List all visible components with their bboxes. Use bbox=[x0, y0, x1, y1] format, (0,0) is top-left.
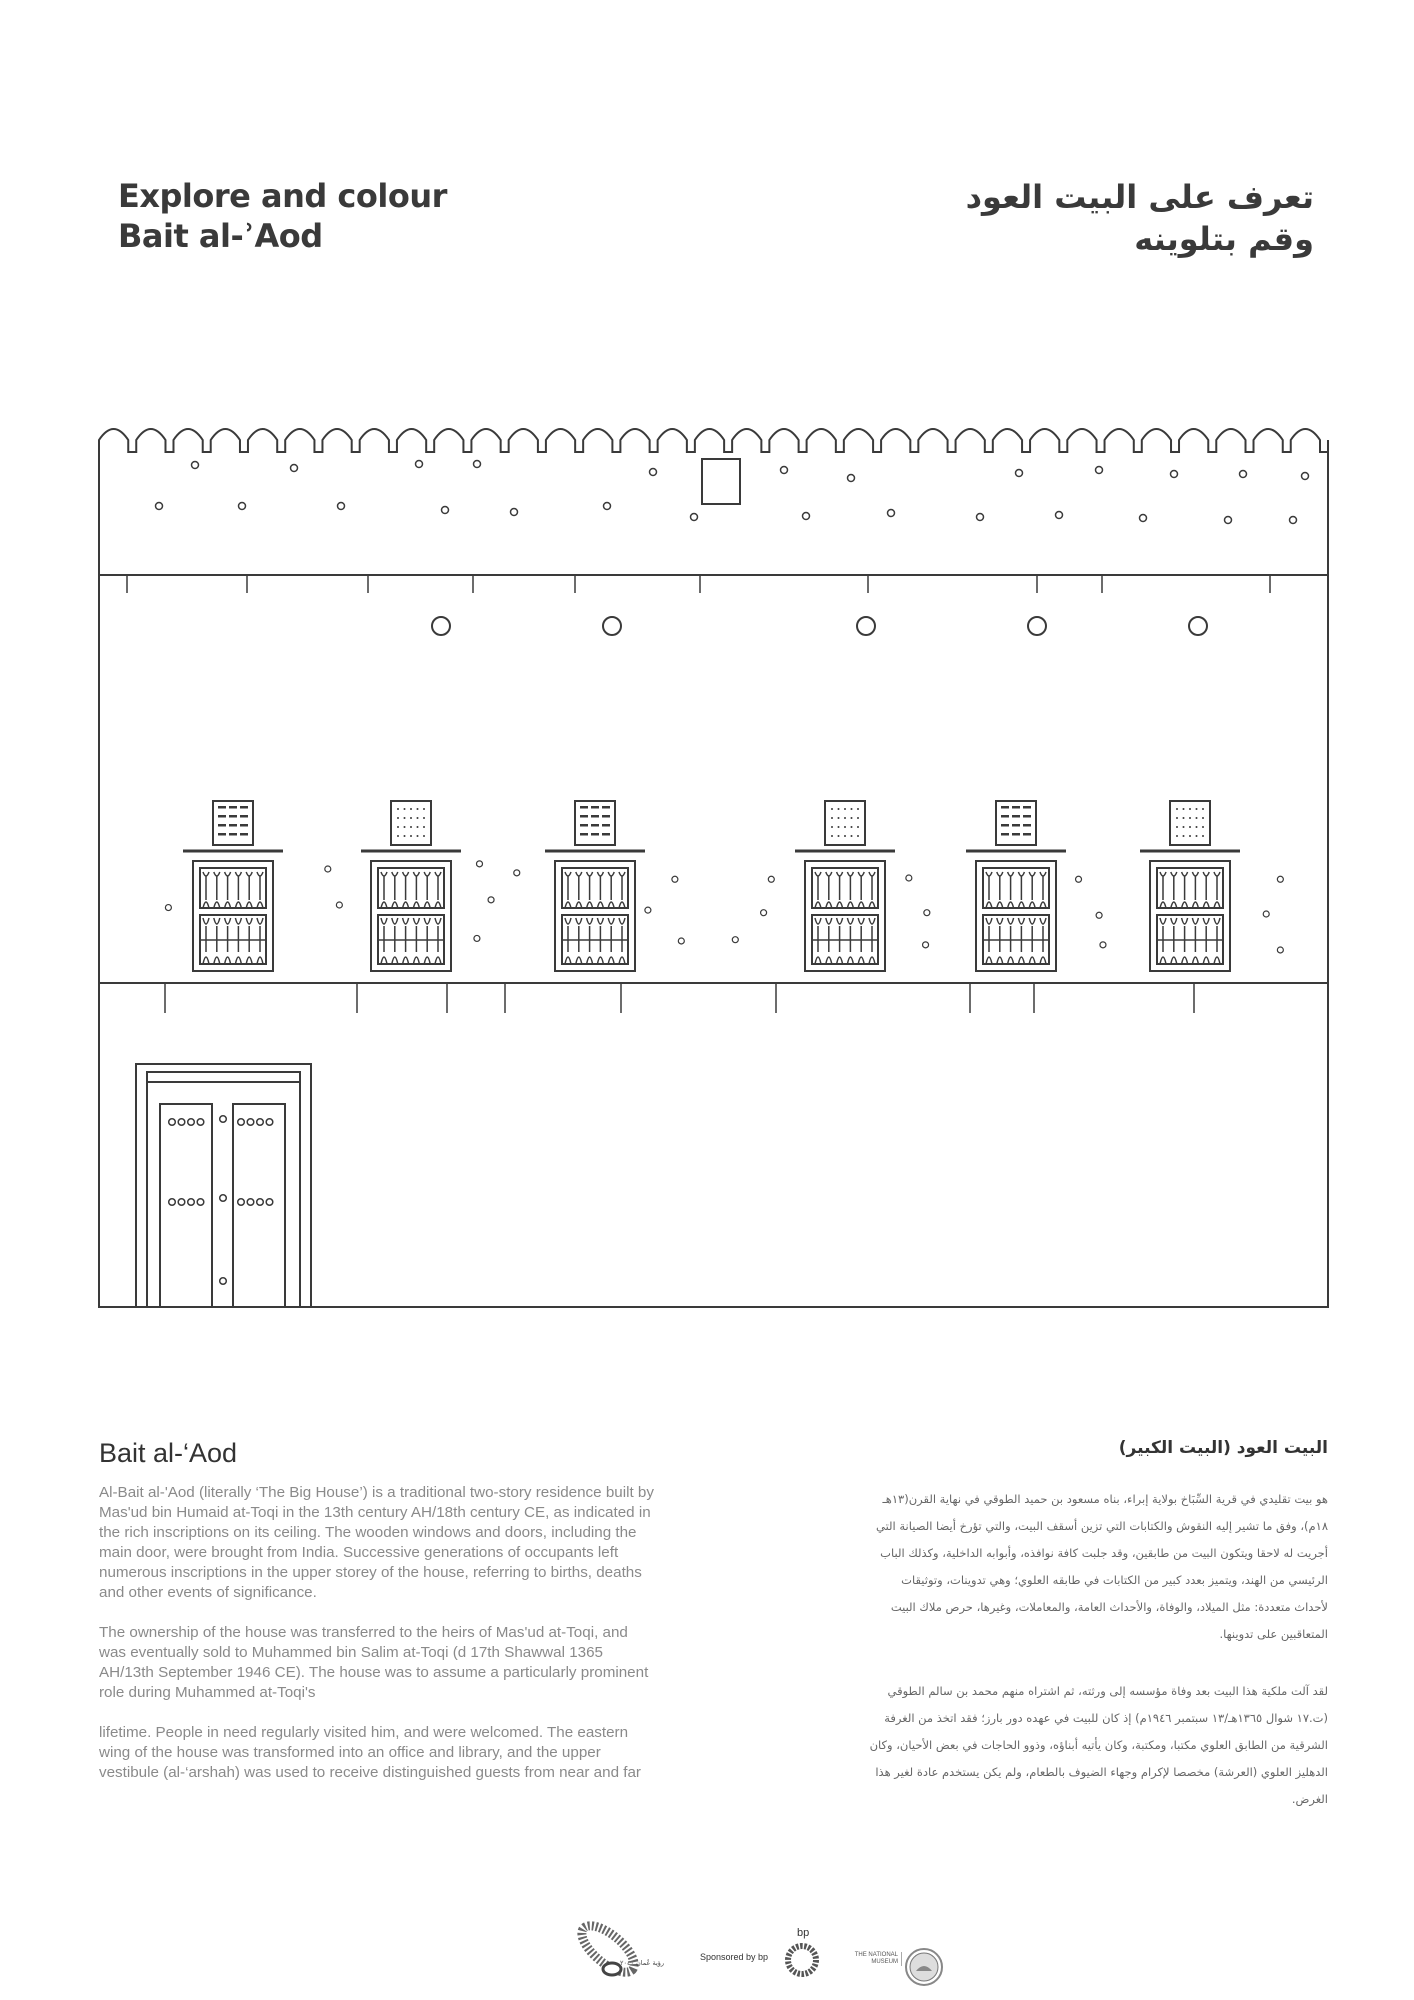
wall-hole-icon bbox=[488, 897, 494, 903]
window-spindle bbox=[997, 872, 1003, 908]
window-spindle bbox=[587, 872, 593, 908]
window-spindle bbox=[413, 872, 419, 908]
window-spindle bbox=[597, 918, 603, 964]
window-spindle bbox=[225, 918, 231, 964]
window-spindle bbox=[1008, 918, 1014, 964]
window-spindle bbox=[815, 872, 821, 908]
wall-hole-icon bbox=[474, 935, 480, 941]
wall-hole-icon bbox=[1100, 942, 1106, 948]
vent-slat bbox=[1012, 824, 1020, 827]
vent-dot bbox=[423, 817, 425, 819]
window-spindle bbox=[1214, 918, 1220, 964]
wall-hole-icon bbox=[1263, 911, 1269, 917]
vent-dot bbox=[1176, 835, 1178, 837]
door-stud-icon bbox=[178, 1199, 185, 1206]
vent-slat bbox=[229, 815, 237, 818]
vent-dot bbox=[831, 808, 833, 810]
door-stud-icon bbox=[247, 1119, 254, 1126]
window-spindle bbox=[565, 918, 571, 964]
wall-hole-icon bbox=[1302, 473, 1309, 480]
vent-dot bbox=[417, 817, 419, 819]
vent-slat bbox=[240, 824, 248, 827]
wall-hole-icon bbox=[691, 514, 698, 521]
vent-slat bbox=[240, 806, 248, 809]
wall-hole-icon bbox=[291, 465, 298, 472]
wall-hole-icon bbox=[165, 905, 171, 911]
window-spindle bbox=[847, 872, 853, 908]
door-stud-icon bbox=[266, 1199, 273, 1206]
window-spindle bbox=[608, 872, 614, 908]
english-paragraph-1: Al-Bait al-'Aod (literally ‘The Big House’) is a traditional two-story residence built by Mas'ud bin Humaid at-Toqi in the 13th century AH/18th century CE, as indicated in the rich inscriptions on its ceiling. The wooden windows and doors, including the main door, were brought from India. Successive generations of occupants left numerous inscriptions in the upper storey of the house, referring to births, deaths and other events of significance. bbox=[99, 1484, 654, 1601]
wall-hole-icon bbox=[474, 461, 481, 468]
vent-dot bbox=[410, 817, 412, 819]
window-spindle bbox=[587, 918, 593, 964]
wall-hole-icon bbox=[192, 462, 199, 469]
vent-slat bbox=[218, 806, 226, 809]
vent-dot bbox=[423, 808, 425, 810]
vent-dot bbox=[838, 817, 840, 819]
vent-dot bbox=[1189, 808, 1191, 810]
wall-hole-icon bbox=[338, 503, 345, 510]
window-spindle bbox=[235, 918, 241, 964]
vent-dot bbox=[423, 835, 425, 837]
window-spindle bbox=[1203, 918, 1209, 964]
vent-dot bbox=[404, 817, 406, 819]
vent-dot bbox=[851, 808, 853, 810]
door-stud-icon bbox=[197, 1199, 204, 1206]
wall-hole-icon bbox=[514, 870, 520, 876]
window-spindle bbox=[1029, 918, 1035, 964]
vent-dot bbox=[417, 808, 419, 810]
wall-hole-icon bbox=[1076, 876, 1082, 882]
window-spindle bbox=[1160, 872, 1166, 908]
vent-dot bbox=[1183, 835, 1185, 837]
arabic-paragraph-1: هو بيت تقليدي في قرية السِّبَاخ بولاية إبراء، بناه مسعود بن حميد الطوقي في نهاية القرن(١٣هـ ١٨م)، وفق ما تشير إليه النقوش والكتابات التي تزين أسقف البيت، والتي تؤرخ أيضا الصيانة التي أجريت له لاحقا ويتكون البيت من طابقين، وقد جلبت كافة نوافذه، وأبوابه الداخلية، وكذلك الباب الرئيسي من الهند، ويتميز بعدد كبير من الكتابات في طابقه العلوي؛ وهي تدوينات، وتوثيقات لأحداث متعددة: مثل الميلاد، والوفاة، والأحداث العامة، والمعاملات، وغيرها، حرص ملاك البيت المتعاقبين على تدوينها. bbox=[875, 1492, 1328, 1641]
door-knocker-icon bbox=[220, 1278, 227, 1285]
vent-slat bbox=[602, 824, 610, 827]
title-en-line2: Bait al-ʾAod bbox=[118, 217, 323, 255]
vent-slat bbox=[1012, 806, 1020, 809]
parapet-outline bbox=[99, 429, 1328, 575]
window-upper-panel bbox=[812, 868, 878, 908]
vent-slat bbox=[602, 806, 610, 809]
vent-dot bbox=[1202, 817, 1204, 819]
wall-hole-icon bbox=[476, 861, 482, 867]
vent-dot bbox=[1176, 817, 1178, 819]
oman-vision-logo-text: رؤية عُمان ٢٠٤٠ bbox=[620, 1959, 665, 1967]
wall-hole-icon bbox=[1225, 517, 1232, 524]
vent-dot bbox=[417, 835, 419, 837]
wall-hole-icon bbox=[977, 514, 984, 521]
footer-logos bbox=[560, 1905, 980, 1995]
door-stud-icon bbox=[238, 1199, 245, 1206]
vent-dot bbox=[1183, 826, 1185, 828]
door-stud-icon bbox=[257, 1119, 264, 1126]
window-spindle bbox=[403, 918, 409, 964]
facade-outline bbox=[99, 575, 1328, 1307]
window-spindle bbox=[597, 872, 603, 908]
vent-dot bbox=[831, 826, 833, 828]
vent-slat bbox=[602, 833, 610, 836]
window-spindle bbox=[1182, 872, 1188, 908]
window-spindle bbox=[576, 918, 582, 964]
vent-slat bbox=[580, 833, 588, 836]
national-museum-label: THE NATIONAL MUSEUM bbox=[842, 1952, 902, 1966]
window-spindle bbox=[1008, 872, 1014, 908]
arabic-heading: البيت العود (البيت الكبير) bbox=[1118, 1438, 1328, 1458]
window-spindle bbox=[235, 872, 241, 908]
parapet-opening bbox=[702, 459, 740, 504]
window-spindle bbox=[858, 872, 864, 908]
vent-dot bbox=[838, 826, 840, 828]
vent-slat bbox=[1001, 815, 1009, 818]
door-knocker-icon bbox=[220, 1116, 227, 1123]
vent-dot bbox=[844, 808, 846, 810]
wall-hole-icon bbox=[732, 937, 738, 943]
vent-dot bbox=[1196, 826, 1198, 828]
vent-dot bbox=[397, 835, 399, 837]
window-spindle bbox=[815, 918, 821, 964]
window-spindle bbox=[1182, 918, 1188, 964]
arabic-paragraph-2: لقد آلت ملكية هذا البيت بعد وفاة مؤسسه إلى ورثته، ثم اشتراه منهم محمد بن سالم الطوقي (ت.١٧ شوال ١٣٦٥هـ/١٣ سبتمبر ١٩٤٦م) إذ كان للبيت في عهده دور بارز؛ فقد اتخذ من الغرفة الشرقية من الطابق العلوي مكتبا، ومكتبة، وكان يأتيه أبناؤه، وذوو الحاجات في بعض الأحيان، وكان الدهليز العلوي (العرشة) مخصصا لإكرام وجهاء الضيوف بالطعام، ولم يكن يستخدم عادة لغير هذا الغرض. bbox=[869, 1684, 1328, 1806]
wall-hole-icon bbox=[672, 876, 678, 882]
vent-dot bbox=[851, 817, 853, 819]
window-spindle bbox=[403, 872, 409, 908]
wall-hole-icon bbox=[650, 469, 657, 476]
vent-slat bbox=[1001, 824, 1009, 827]
english-description bbox=[99, 1438, 659, 1803]
vent-dot bbox=[1196, 835, 1198, 837]
wall-hole-icon bbox=[768, 876, 774, 882]
english-paragraph-3: lifetime. People in need regularly visited him, and were welcomed. The eastern wing of the house was transformed into an office and library, and the upper vestibule (al-‘arshah) was used to receive distinguished guests from near and far bbox=[99, 1724, 641, 1781]
window-spindle bbox=[826, 872, 832, 908]
window-spindle bbox=[837, 918, 843, 964]
window-spindle bbox=[203, 918, 209, 964]
window-spindle bbox=[257, 872, 263, 908]
window-spindle bbox=[246, 872, 252, 908]
window-spindle bbox=[997, 918, 1003, 964]
vent-slat bbox=[1023, 824, 1031, 827]
window-spindle bbox=[1029, 872, 1035, 908]
vent-panel bbox=[391, 801, 431, 845]
round-vent-icon bbox=[603, 617, 621, 635]
window-spindle bbox=[986, 872, 992, 908]
vent-slat bbox=[580, 806, 588, 809]
round-vent-icon bbox=[1189, 617, 1207, 635]
door-stud-icon bbox=[188, 1199, 195, 1206]
window-upper-panel bbox=[1157, 868, 1223, 908]
wall-hole-icon bbox=[1096, 912, 1102, 918]
vent-slat bbox=[1012, 833, 1020, 836]
door-stud-icon bbox=[169, 1119, 176, 1126]
wall-hole-icon bbox=[924, 910, 930, 916]
title-ar-line2: وقم بتلوينه bbox=[1134, 220, 1314, 258]
door-stud-icon bbox=[266, 1119, 273, 1126]
vent-dot bbox=[1202, 826, 1204, 828]
round-vent-icon bbox=[857, 617, 875, 635]
window-spindle bbox=[608, 918, 614, 964]
vent-dot bbox=[857, 835, 859, 837]
window-spindle bbox=[1018, 918, 1024, 964]
window-spindle bbox=[435, 872, 441, 908]
window-spindle bbox=[1018, 872, 1024, 908]
window-spindle bbox=[381, 872, 387, 908]
vent-slat bbox=[229, 824, 237, 827]
vent-slat bbox=[229, 833, 237, 836]
door-stud-icon bbox=[247, 1199, 254, 1206]
wall-hole-icon bbox=[645, 907, 651, 913]
vent-slat bbox=[602, 815, 610, 818]
vent-dot bbox=[857, 826, 859, 828]
window-spindle bbox=[1171, 918, 1177, 964]
vent-dot bbox=[844, 835, 846, 837]
wall-hole-icon bbox=[336, 902, 342, 908]
window-spindle bbox=[203, 872, 209, 908]
wall-hole-icon bbox=[761, 910, 767, 916]
wall-hole-icon bbox=[325, 866, 331, 872]
vent-slat bbox=[240, 833, 248, 836]
vent-slat bbox=[591, 824, 599, 827]
vent-slat bbox=[591, 833, 599, 836]
wall-hole-icon bbox=[848, 475, 855, 482]
window-spindle bbox=[837, 872, 843, 908]
vent-dot bbox=[1183, 808, 1185, 810]
door-leaf-left bbox=[160, 1104, 212, 1307]
english-paragraph-2: The ownership of the house was transferred to the heirs of Mas'ud at-Toqi, and was eventually sold to Muhammed bin Salim at-Toqi (d 17th Shawwal 1365 AH/13th September 1946 CE). The house was to assume a particularly prominent role during Muhammed at-Toqi's bbox=[99, 1624, 649, 1701]
window-spindle bbox=[986, 918, 992, 964]
vent-slat bbox=[1012, 815, 1020, 818]
vent-slat bbox=[218, 824, 226, 827]
vent-dot bbox=[1189, 835, 1191, 837]
window-spindle bbox=[619, 872, 625, 908]
national-museum-seal bbox=[904, 1947, 944, 1987]
wall-hole-icon bbox=[1056, 512, 1063, 519]
arabic-description bbox=[868, 1438, 1328, 1843]
vent-slat bbox=[218, 815, 226, 818]
window-spindle bbox=[1192, 918, 1198, 964]
vent-slat bbox=[1023, 815, 1031, 818]
title-ar-line1: تعرف على البيت العود bbox=[965, 178, 1314, 216]
vent-dot bbox=[410, 808, 412, 810]
door-stud-icon bbox=[197, 1119, 204, 1126]
window-spindle bbox=[214, 872, 220, 908]
vent-dot bbox=[410, 835, 412, 837]
vent-dot bbox=[838, 835, 840, 837]
vent-dot bbox=[397, 817, 399, 819]
wall-hole-icon bbox=[1016, 470, 1023, 477]
wall-hole-icon bbox=[1277, 947, 1283, 953]
wall-hole-icon bbox=[678, 938, 684, 944]
wall-hole-icon bbox=[803, 513, 810, 520]
window-spindle bbox=[847, 918, 853, 964]
window-spindle bbox=[1040, 872, 1046, 908]
vent-dot bbox=[844, 826, 846, 828]
vent-dot bbox=[1183, 817, 1185, 819]
door-stud-icon bbox=[238, 1119, 245, 1126]
vent-dot bbox=[857, 808, 859, 810]
window-spindle bbox=[1203, 872, 1209, 908]
window-spindle bbox=[424, 918, 430, 964]
vent-dot bbox=[423, 826, 425, 828]
window-upper-panel bbox=[562, 868, 628, 908]
wall-hole-icon bbox=[239, 503, 246, 510]
window-spindle bbox=[869, 918, 875, 964]
vent-dot bbox=[404, 826, 406, 828]
window-spindle bbox=[1160, 918, 1166, 964]
window-spindle bbox=[1040, 918, 1046, 964]
vent-slat bbox=[1023, 833, 1031, 836]
bp-label: bp bbox=[797, 1927, 810, 1939]
wall-hole-icon bbox=[511, 509, 518, 516]
vent-dot bbox=[1189, 817, 1191, 819]
door-knocker-icon bbox=[220, 1195, 227, 1202]
vent-panel bbox=[1170, 801, 1210, 845]
vent-dot bbox=[831, 817, 833, 819]
window-upper-panel bbox=[378, 868, 444, 908]
vent-panel bbox=[825, 801, 865, 845]
door-inner-frame bbox=[147, 1072, 300, 1307]
vent-dot bbox=[1176, 826, 1178, 828]
vent-slat bbox=[1023, 806, 1031, 809]
wall-hole-icon bbox=[1140, 515, 1147, 522]
vent-dot bbox=[397, 826, 399, 828]
wall-hole-icon bbox=[888, 510, 895, 517]
window-spindle bbox=[565, 872, 571, 908]
window-spindle bbox=[619, 918, 625, 964]
window-spindle bbox=[435, 918, 441, 964]
bp-helios-logo bbox=[785, 1943, 819, 1977]
wall-hole-icon bbox=[1240, 471, 1247, 478]
vent-dot bbox=[851, 835, 853, 837]
vent-dot bbox=[1196, 817, 1198, 819]
vent-dot bbox=[1189, 826, 1191, 828]
window-spindle bbox=[381, 918, 387, 964]
wall-hole-icon bbox=[442, 507, 449, 514]
vent-dot bbox=[831, 835, 833, 837]
window-spindle bbox=[392, 918, 398, 964]
vent-dot bbox=[1202, 835, 1204, 837]
vent-slat bbox=[591, 815, 599, 818]
wall-hole-icon bbox=[1290, 517, 1297, 524]
window-upper-panel bbox=[983, 868, 1049, 908]
window-spindle bbox=[869, 872, 875, 908]
wall-hole-icon bbox=[781, 467, 788, 474]
door-stud-icon bbox=[169, 1199, 176, 1206]
window-upper-panel bbox=[200, 868, 266, 908]
window-spindle bbox=[214, 918, 220, 964]
window-spindle bbox=[225, 872, 231, 908]
window-spindle bbox=[1192, 872, 1198, 908]
vent-slat bbox=[218, 833, 226, 836]
window-spindle bbox=[1171, 872, 1177, 908]
vent-slat bbox=[229, 806, 237, 809]
vent-slat bbox=[580, 824, 588, 827]
vent-slat bbox=[580, 815, 588, 818]
vent-dot bbox=[1202, 808, 1204, 810]
vent-dot bbox=[417, 826, 419, 828]
vent-dot bbox=[838, 808, 840, 810]
vent-slat bbox=[240, 815, 248, 818]
window-spindle bbox=[392, 872, 398, 908]
vent-dot bbox=[1196, 808, 1198, 810]
title-en-line1: Explore and colour bbox=[118, 177, 447, 215]
door-stud-icon bbox=[257, 1199, 264, 1206]
vent-dot bbox=[404, 808, 406, 810]
wall-hole-icon bbox=[156, 503, 163, 510]
round-vent-icon bbox=[1028, 617, 1046, 635]
window-spindle bbox=[576, 872, 582, 908]
vent-dot bbox=[857, 817, 859, 819]
window-spindle bbox=[246, 918, 252, 964]
vent-dot bbox=[410, 826, 412, 828]
window-spindle bbox=[257, 918, 263, 964]
wall-hole-icon bbox=[604, 503, 611, 510]
english-heading: Bait al-‘Aod bbox=[99, 1438, 238, 1468]
vent-dot bbox=[851, 826, 853, 828]
wall-hole-icon bbox=[416, 461, 423, 468]
window-spindle bbox=[424, 872, 430, 908]
vent-slat bbox=[591, 806, 599, 809]
vent-dot bbox=[844, 817, 846, 819]
vent-slat bbox=[1001, 833, 1009, 836]
wall-hole-icon bbox=[1096, 467, 1103, 474]
window-spindle bbox=[413, 918, 419, 964]
door-stud-icon bbox=[178, 1119, 185, 1126]
sponsored-by-label: Sponsored by bp bbox=[700, 1952, 769, 1962]
window-spindle bbox=[858, 918, 864, 964]
vent-dot bbox=[1176, 808, 1178, 810]
wall-hole-icon bbox=[923, 942, 929, 948]
door-stud-icon bbox=[188, 1119, 195, 1126]
vent-dot bbox=[404, 835, 406, 837]
vent-slat bbox=[1001, 806, 1009, 809]
window-spindle bbox=[1214, 872, 1220, 908]
round-vent-icon bbox=[432, 617, 450, 635]
vent-dot bbox=[397, 808, 399, 810]
wall-hole-icon bbox=[1277, 876, 1283, 882]
oman-vision-logo bbox=[568, 1911, 678, 1991]
wall-hole-icon bbox=[1171, 471, 1178, 478]
wall-hole-icon bbox=[906, 875, 912, 881]
window-spindle bbox=[826, 918, 832, 964]
